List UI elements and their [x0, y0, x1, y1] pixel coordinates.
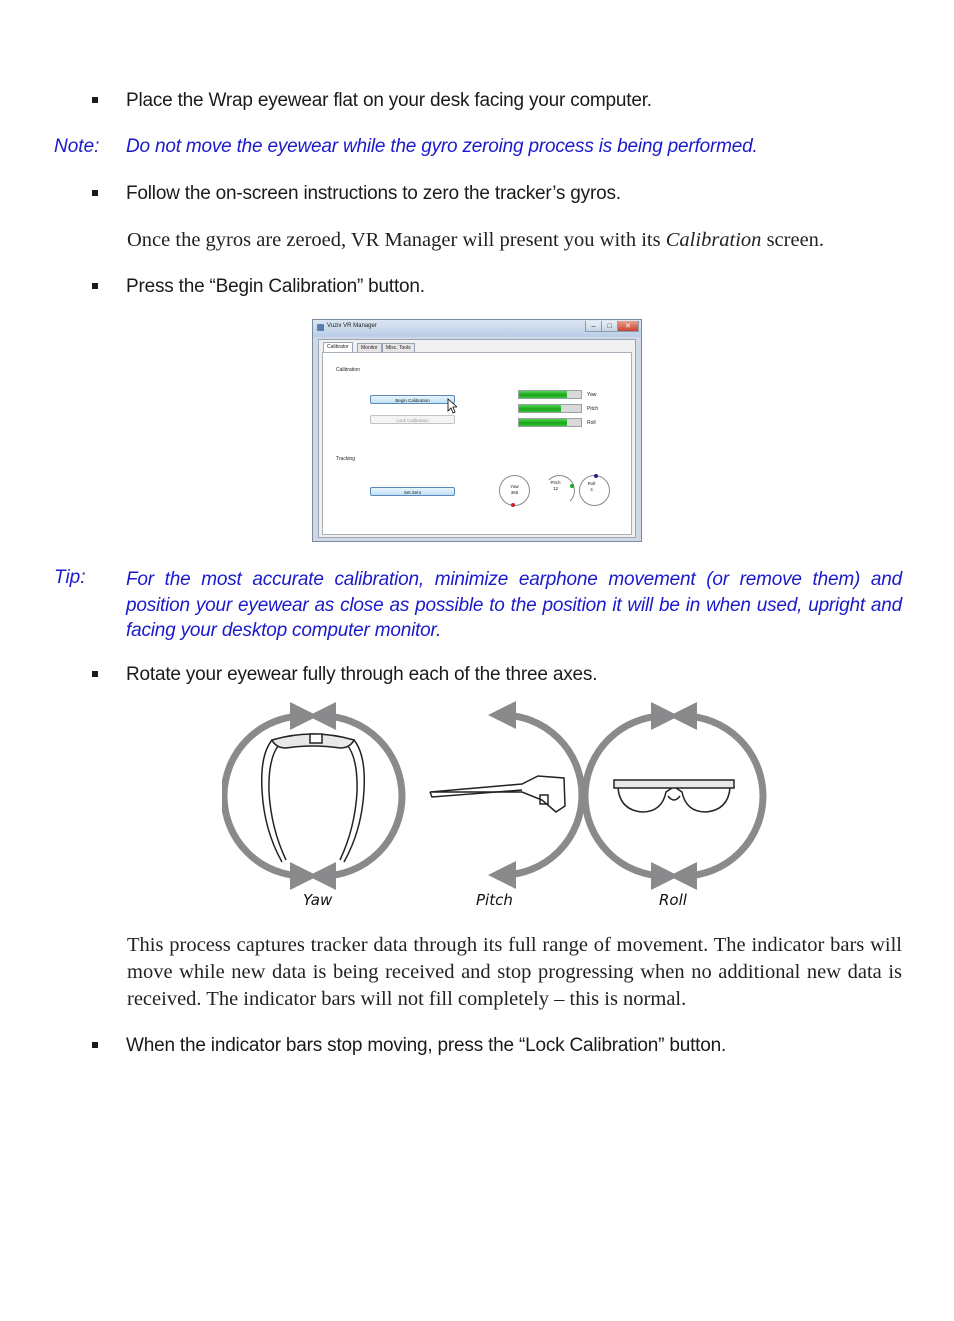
dial-name: Pitch [550, 480, 561, 485]
minimize-button[interactable]: – [585, 321, 602, 332]
calibration-emphasis: Calibration [665, 229, 762, 251]
tab-calibrator[interactable]: Calibrator [323, 342, 353, 353]
dial-value: 4 [590, 487, 593, 492]
dial-name: Yaw [510, 484, 519, 489]
pitch-indicator-dot [570, 484, 574, 488]
bar-fill [519, 391, 567, 398]
bullet-marker [92, 283, 98, 289]
tip-label: Tip: [54, 567, 86, 588]
bar-label-yaw: Yaw [587, 392, 597, 398]
rotation-axes-figure [222, 700, 782, 890]
bar-fill [519, 405, 561, 412]
bullet-marker [92, 190, 98, 196]
tip-text: For the most accurate calibration, minimize earphone movement (or remove them) and position your eyewear as close as possible to the position it will be in when used, upright and facing your desktop computer monitor. [126, 569, 902, 641]
axis-label-yaw: Yaw [303, 891, 333, 909]
tab-monitor[interactable]: Monitor [357, 343, 382, 353]
app-icon [317, 324, 324, 331]
eyewear-front-view-icon [614, 780, 734, 812]
vr-manager-window-screenshot [312, 319, 642, 542]
pitch-progress-bar [518, 404, 582, 413]
bullet-text-begin-calibration: Press the “Begin Calibration” button. [126, 276, 425, 297]
pitch-dial [544, 475, 575, 506]
yaw-progress-bar [518, 390, 582, 399]
tracking-heading: Tracking [336, 456, 355, 462]
bullet-marker [92, 671, 98, 677]
note-label: Note: [54, 136, 100, 157]
window-titlebar [313, 320, 641, 337]
bullet-text-lock-calibration: When the indicator bars stop moving, press the “Lock Calibration” button. [126, 1035, 727, 1056]
tab-misc-tools[interactable]: Misc. Tools [382, 343, 415, 353]
roll-indicator-dot [594, 474, 598, 478]
dial-value: 12 [552, 486, 558, 491]
eyewear-side-view-icon [430, 776, 565, 812]
bullet-text-rotate-axes: Rotate your eyewear fully through each of the three axes. [126, 664, 598, 685]
roll-progress-bar [518, 418, 582, 427]
paragraph-calibration-screen [127, 227, 902, 254]
calibration-heading: Calibration [336, 367, 360, 373]
bar-fill [519, 419, 567, 426]
axis-label-pitch: Pitch [476, 891, 513, 909]
yaw-dial [499, 475, 530, 506]
paragraph-text: Once the gyros are zeroed, VR Manager will present you with its [127, 229, 666, 251]
maximize-button[interactable]: □ [601, 321, 618, 332]
note-text: Do not move the eyewear while the gyro zeroing process is being performed. [126, 136, 758, 157]
close-button[interactable]: ✕ [617, 321, 639, 332]
eyewear-top-view-icon [262, 734, 365, 862]
bullet-text-zero-gyros: Follow the on-screen instructions to zero the tracker’s gyros. [126, 183, 621, 204]
bullet-marker [92, 1042, 98, 1048]
bar-label-roll: Roll [587, 420, 596, 426]
axis-label-roll: Roll [659, 891, 687, 909]
roll-dial [579, 475, 610, 506]
lock-calibration-button[interactable]: Lock Calibration [370, 415, 455, 424]
calibrator-panel [322, 352, 632, 535]
mouse-cursor-icon [447, 398, 457, 414]
roll-rotation-arrows [585, 716, 763, 876]
paragraph-tracker-data: This process captures tracker data through its full range of movement. The indicator bars will move while new data is being received and stop progressing when no additional new data is received. The indicator bars will not fill completely – this is normal. [127, 934, 902, 1010]
window-title: Vuzix VR Manager [327, 323, 377, 329]
paragraph-text: screen. [761, 229, 825, 251]
bullet-marker [92, 97, 98, 103]
window-client-area [318, 339, 636, 538]
dial-value: 365 [510, 490, 519, 495]
set-zero-button[interactable]: Set Zero [370, 487, 455, 496]
yaw-indicator-dot [511, 503, 515, 507]
bar-label-pitch: Pitch [587, 406, 599, 412]
bullet-text-place-eyewear: Place the Wrap eyewear flat on your desk facing your computer. [126, 90, 652, 111]
begin-calibration-button[interactable]: Begin Calibration [370, 395, 455, 404]
dial-name: Roll [587, 481, 596, 486]
